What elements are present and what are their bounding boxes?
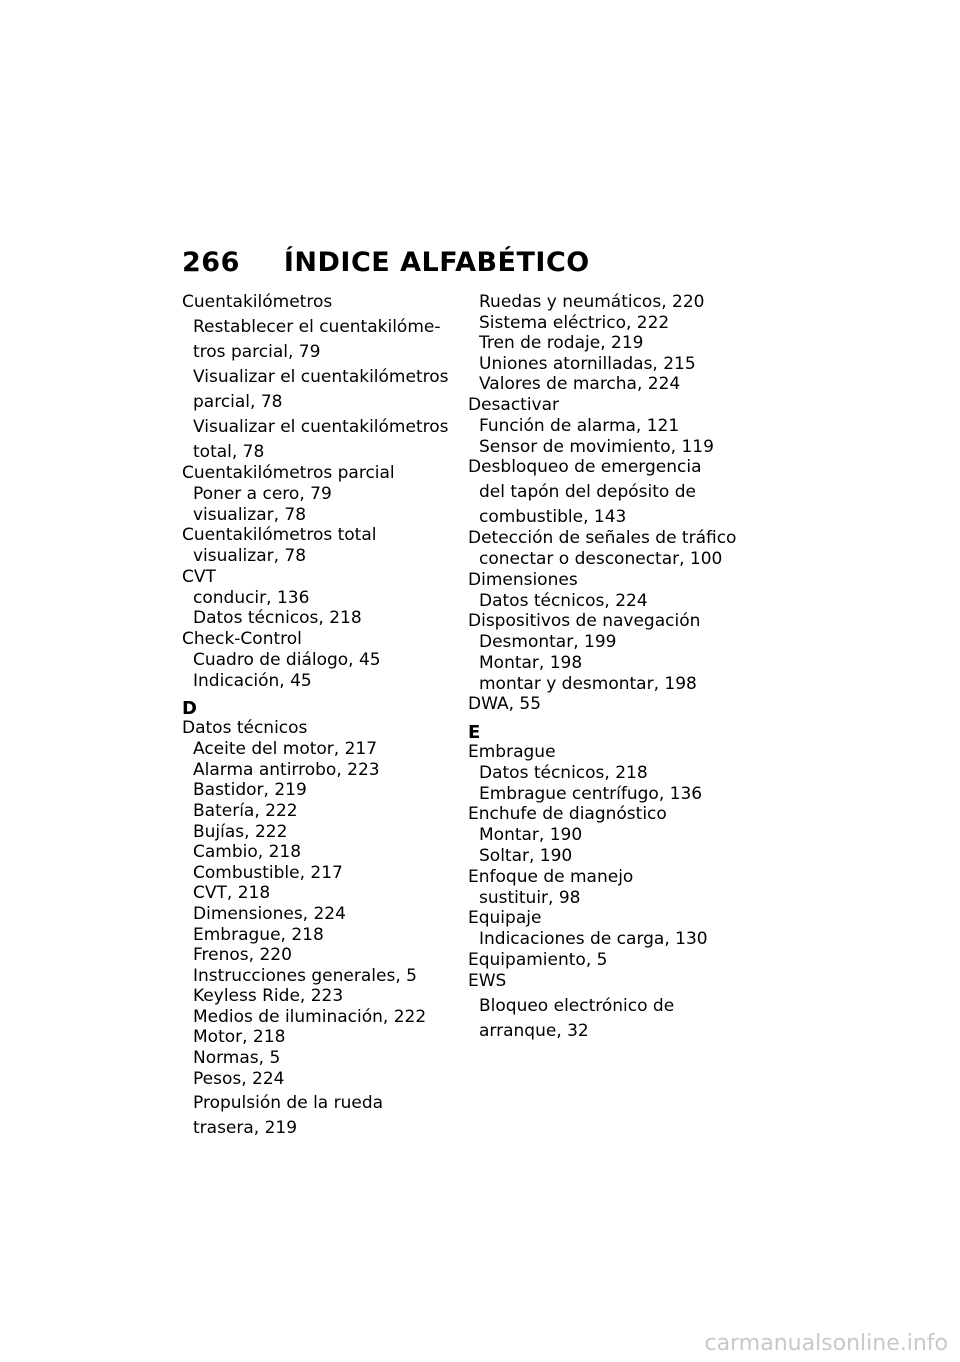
index-subentry: Normas, 5 xyxy=(193,1048,281,1069)
index-subentry: Aceite del motor, 217 xyxy=(193,739,378,760)
index-entry: Embrague xyxy=(468,742,556,763)
index-subentry: Desmontar, 199 xyxy=(479,632,617,653)
index-entry: Dispositivos de navegación xyxy=(468,611,701,632)
index-entry: Equipamiento, 5 xyxy=(468,949,608,970)
index-entry: Dimensiones xyxy=(468,569,578,590)
index-subentry xyxy=(182,1093,472,1139)
index-entry: Desactivar xyxy=(468,394,560,415)
index-subentry: sustituir, 98 xyxy=(479,887,581,908)
index-subentry: Montar, 198 xyxy=(479,652,583,673)
page-title: ÍNDICE ALFABÉTICO xyxy=(283,246,590,278)
index-subentry: visualizar, 78 xyxy=(193,504,307,525)
index-subentry: Medios de iluminación, 222 xyxy=(193,1006,427,1027)
index-subentry-line: Propulsión de la rueda xyxy=(193,1093,384,1114)
index-subentry xyxy=(182,317,472,363)
index-subentry: Pesos, 224 xyxy=(193,1068,285,1089)
index-subentry xyxy=(468,996,758,1042)
index-subentry: visualizar, 78 xyxy=(193,546,307,567)
index-entry: DWA, 55 xyxy=(468,694,542,715)
index-subentry: Datos técnicos, 224 xyxy=(479,590,648,611)
index-entry: Datos técnicos xyxy=(182,718,308,739)
index-column-right xyxy=(468,292,758,1042)
index-subentry: Motor, 218 xyxy=(193,1027,286,1048)
index-subentry: Indicaciones de carga, 130 xyxy=(479,929,708,950)
index-subentry: Frenos, 220 xyxy=(193,945,292,966)
page-number: 266 xyxy=(182,246,240,278)
index-subentry: Indicación, 45 xyxy=(193,670,312,691)
index-subentry xyxy=(182,417,472,463)
index-subentry-line: total, 78 xyxy=(193,442,265,462)
index-subentry: Función de alarma, 121 xyxy=(479,415,680,436)
index-subentry: Sistema eléctrico, 222 xyxy=(479,312,670,333)
page-header xyxy=(182,242,590,282)
index-entry: Cuentakilómetros xyxy=(182,292,333,312)
index-subentry xyxy=(182,367,472,413)
index-entry: Cuentakilómetros parcial xyxy=(182,463,395,483)
index-entry: Detección de señales de tráfico xyxy=(468,528,737,549)
index-subentry-line: Bloqueo electrónico de xyxy=(479,995,675,1016)
index-subentry: Valores de marcha, 224 xyxy=(479,374,681,395)
index-subentry: Dimensiones, 224 xyxy=(193,903,346,924)
index-subentry: Sensor de movimiento, 119 xyxy=(479,436,714,457)
index-entry: Equipaje xyxy=(468,908,542,929)
index-subentry: conectar o desconectar, 100 xyxy=(479,549,723,570)
index-subentry: CVT, 218 xyxy=(193,883,271,904)
index-subentry: Montar, 190 xyxy=(479,825,583,846)
index-subentry: Cuadro de diálogo, 45 xyxy=(193,649,381,670)
index-section-letter: E xyxy=(468,722,481,744)
index-subentry: Bastidor, 219 xyxy=(193,780,307,801)
index-entry: CVT xyxy=(182,566,216,587)
index-entry-line: combustible, 143 xyxy=(479,507,627,528)
index-entry: Check-Control xyxy=(182,628,302,649)
index-subentry: Soltar, 190 xyxy=(479,845,573,866)
index-section-letter: D xyxy=(182,698,197,720)
index-subentry: Tren de rodaje, 219 xyxy=(479,333,644,354)
index-entry: EWS xyxy=(468,970,507,991)
watermark: carmanualsonline.info xyxy=(704,1331,948,1356)
index-subentry: Bujías, 222 xyxy=(193,821,288,842)
index-subentry: Datos técnicos, 218 xyxy=(193,608,362,629)
index-entry: Enchufe de diagnóstico xyxy=(468,804,667,825)
index-subentry-line: parcial, 78 xyxy=(193,392,283,412)
index-entry: Enfoque de manejo xyxy=(468,866,634,887)
index-subentry: Poner a cero, 79 xyxy=(193,484,332,504)
index-subentry: Combustible, 217 xyxy=(193,862,343,883)
index-subentry-line: Visualizar el cuentakilómetros xyxy=(193,417,449,437)
index-entry xyxy=(468,457,758,528)
index-subentry: conducir, 136 xyxy=(193,587,310,608)
index-subentry-line: trasera, 219 xyxy=(193,1118,298,1139)
index-subentry: Keyless Ride, 223 xyxy=(193,986,344,1007)
index-subentry: Alarma antirrobo, 223 xyxy=(193,759,380,780)
index-subentry: Embrague centrífugo, 136 xyxy=(479,783,703,804)
index-subentry: Cambio, 218 xyxy=(193,842,302,863)
index-subentry: Uniones atornilladas, 215 xyxy=(479,353,696,374)
index-subentry-line: Visualizar el cuentakilómetros xyxy=(193,367,449,387)
index-subentry-line: arranque, 32 xyxy=(479,1020,589,1041)
index-entry: Cuentakilómetros total xyxy=(182,525,377,546)
index-subentry: Instrucciones generales, 5 xyxy=(193,965,417,986)
index-subentry: Batería, 222 xyxy=(193,800,298,821)
index-subentry: montar y desmontar, 198 xyxy=(479,673,697,694)
index-column-left xyxy=(182,292,472,1139)
index-subentry-line: tros parcial, 79 xyxy=(193,342,321,362)
index-subentry: Datos técnicos, 218 xyxy=(479,763,648,784)
index-subentry: Embrague, 218 xyxy=(193,924,324,945)
index-subentry: Ruedas y neumáticos, 220 xyxy=(479,292,705,312)
index-subentry-line: Restablecer el cuentakilóme- xyxy=(193,317,441,337)
index-entry-line: del tapón del depósito de xyxy=(479,482,696,503)
index-entry-line: Desbloqueo de emergencia xyxy=(468,457,702,478)
